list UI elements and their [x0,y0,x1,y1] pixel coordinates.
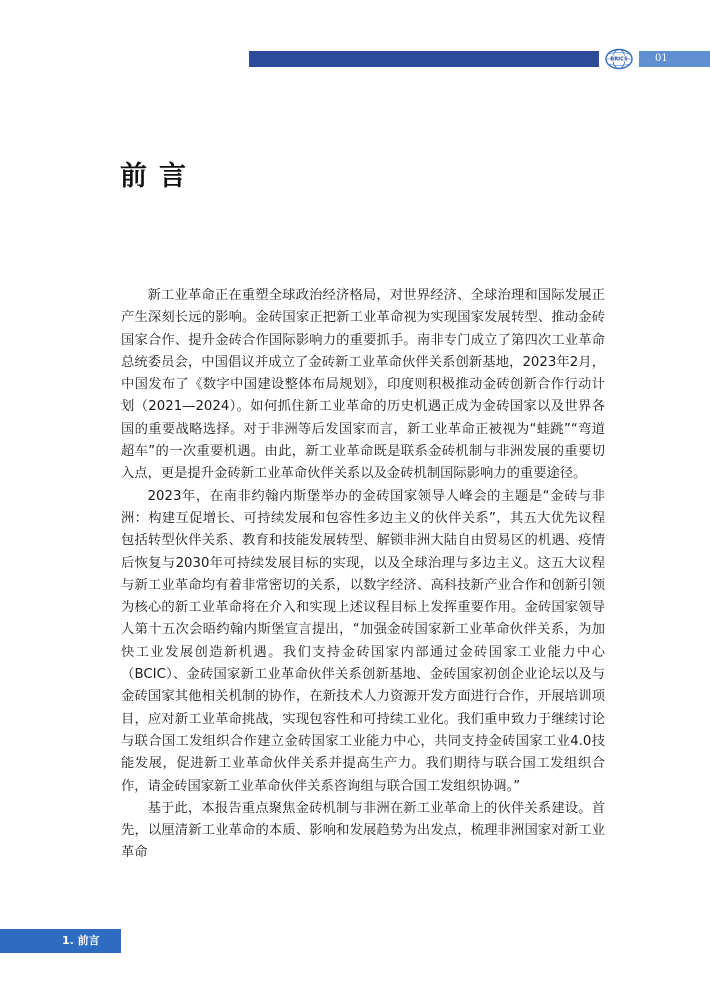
page-title: 前言 [120,161,198,192]
paragraph: 2023年，在南非约翰内斯堡举办的金砖国家领导人峰会的主题是“金砖与非洲：构建互促增长、可持续发展和包容性多边主义的伙伴关系”，其五大优先议程包括转型伙伴关系、教育和技能发展转型、解锁非洲大陆自由贸易区的机遇、疫情后恢复与2030年可持续发展目标的实现，以及全球治理与多边主义。这五大议程与新工业革命均有着非常密切的关系，以数字经济、高科技新产业合作和创新引领为核心的新工业革命将在介入和实现上述议程目标上发挥重要作用。金砖国家领导人第十五次会晤约翰内斯堡宣言提出，“加强金砖国家新工业革命伙伴关系，为加快工业发展创造新机遇。我们支持金砖国家内部通过金砖国家工业能力中心（BCIC）、金砖国家新工业革命伙伴关系创新基地、金砖国家初创企业论坛以及与金砖国家其他相关机制的协作，在新技术人力资源开发方面进行合作，开展培训项目，应对新工业革命挑战，实现包容性和可持续工业化。我们重申致力于继续讨论与联合国工发组织合作建立金砖国家工业能力中心，共同支持金砖国家工业4.0技能发展，促进新工业革命伙伴关系并提高生产力。我们期待与联合国工发组织合作，请金砖国家新工业革命伙伴关系咨询组与联合国工发组织协调。” [121,488,605,794]
paragraph: 新工业革命正在重塑全球政治经济格局，对世界经济、全球治理和国际发展正产生深刻长远的影响。金砖国家正把新工业革命视为实现国家发展转型、推动金砖国家合作、提升金砖合作国际影响力的重要抓手。南非专门成立了第四次工业革命总统委员会，中国倡议并成立了金砖新工业革命伙伴关系创新基地，2023年2月，中国发布了《数字中国建设整体布局规划》，印度则积极推动金砖创新合作行动计划（2021—2024）。如何抓住新工业革命的历史机遇正成为金砖国家以及世界各国的重要战略选择。对于非洲等后发国家而言，新工业革命正被视为“蛙跳”“弯道超车”的一次重要机遇。由此，新工业革命既是联系金砖机制与非洲发展的重要切入点，更是提升金砖新工业革命伙伴关系以及金砖机制国际影响力的重要途径。 [121,288,605,482]
footer-section-label: 1. 前言 [62,934,100,947]
footer-section-tab [0,929,121,953]
body-text [121,285,605,865]
logo-text: BRICS [610,56,628,63]
brics-globe-logo-icon [604,48,634,70]
page-number-tab [639,51,710,67]
page-number: 01 [655,53,668,64]
paragraph: 基于此，本报告重点聚焦金砖机制与非洲在新工业革命上的伙伴关系建设。首先，以厘清新工业革命的本质、影响和发展趋势为出发点，梳理非洲国家对新工业革命 [121,800,605,861]
header-bar [249,51,599,67]
